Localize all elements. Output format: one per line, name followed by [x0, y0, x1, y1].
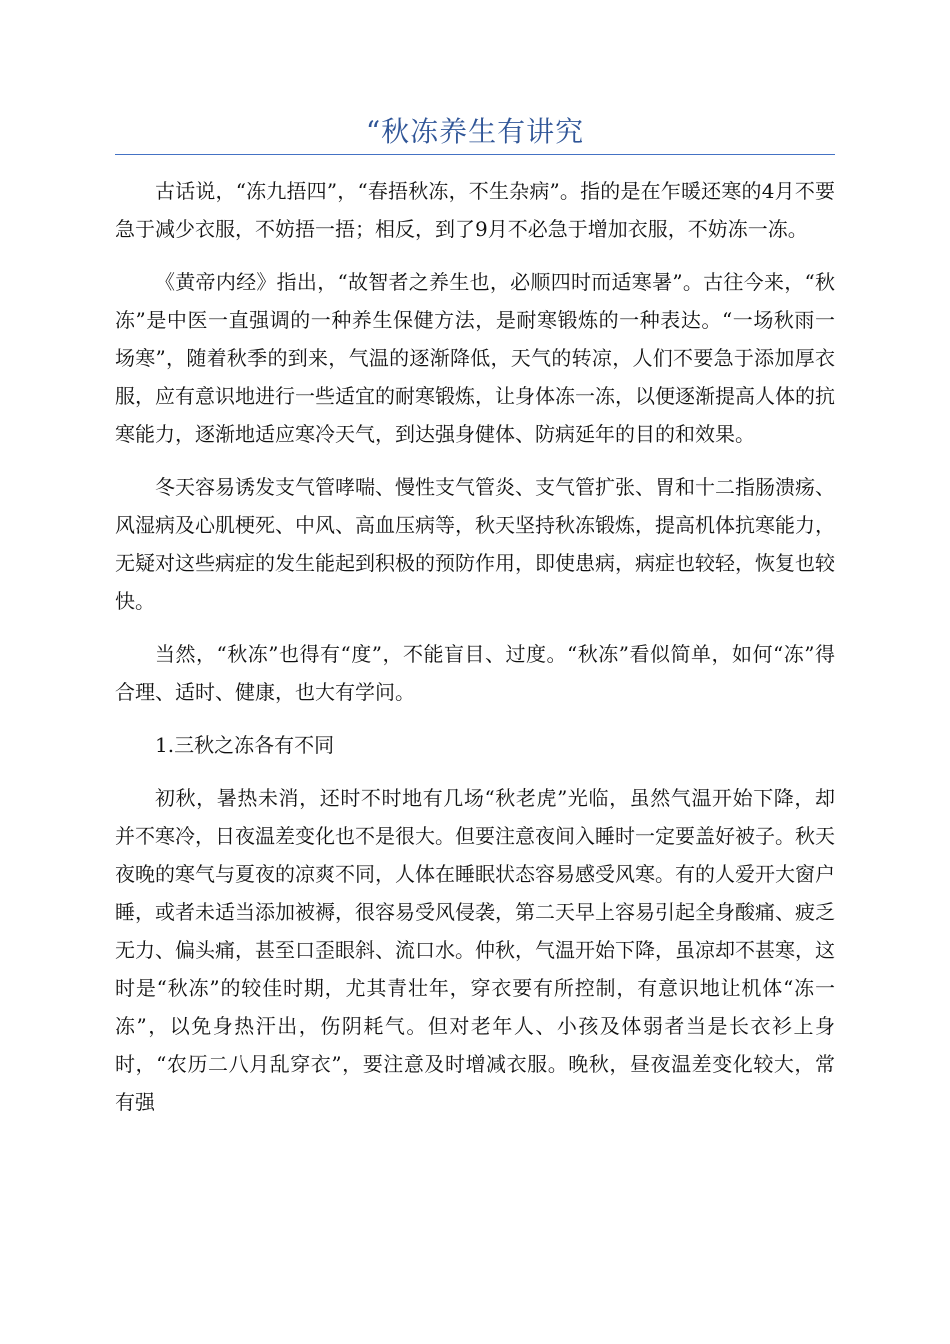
paragraph-1: 古话说，“冻九捂四”，“春捂秋冻，不生杂病”。指的是在乍暖还寒的4月不要急于减少衣服，不妨捂一捂；相反，到了9月不必急于增加衣服，不妨冻一冻。 [115, 179, 835, 241]
section-paragraph: 初秋，暑热未消，还时不时地有几场“秋老虎”光临，虽然气温开始下降，却并不寒冷，日夜温差变化也不是很大。但要注意夜间入睡时一定要盖好被子。秋天夜晚的寒气与夏夜的凉爽不同，人体在睡眠状态容易感受风寒。有的人爱开大窗户睡，或者未适当添加被褥，很容易受风侵袭，第二天早上容易引起全身酸痛、疲乏无力、偏头痛，甚至口歪眼斜、流口水。仲秋，气温开始下降，虽凉却不甚寒，这时是“秋冻”的较佳时期，尤其青壮年，穿衣要有所控制，有意识地让机体“冻一冻”，以免身热汗出，伤阴耗气。但对老年人、小孩及体弱者当是长衣衫上身时，“农历二八月乱穿衣”，要注意及时增减衣服。晚秋，昼夜温差变化较大，常有强 [115, 786, 835, 1114]
paragraph-4: 当然，“秋冻”也得有“度”，不能盲目、过度。“秋冻”看似简单，如何“冻”得合理、适时、健康，也大有学问。 [115, 642, 835, 704]
section-heading: 1.三秋之冻各有不同 [155, 733, 335, 757]
document-title: “秋冻养生有讲究 [365, 115, 585, 148]
document-body [115, 172, 835, 1136]
paragraph-3: 冬天容易诱发支气管哮喘、慢性支气管炎、支气管扩张、胃和十二指肠溃疡、风湿病及心肌梗死、中风、高血压病等，秋天坚持秋冻锻炼，提高机体抗寒能力，无疑对这些病症的发生能起到积极的预防作用，即使患病，病症也较轻，恢复也较快。 [115, 475, 835, 613]
paragraph-2: 《黄帝内经》指出，“故智者之养生也，必顺四时而适寒暑”。古往今来，“秋冻”是中医一直强调的一种养生保健方法，是耐寒锻炼的一种表达。“一场秋雨一场寒”，随着秋季的到来，气温的逐渐降低，天气的转凉，人们不要急于添加厚衣服，应有意识地进行一些适宜的耐寒锻炼，让身体冻一冻，以便逐渐提高人体的抗寒能力，逐渐地适应寒冷天气，到达强身健体、防病延年的目的和效果。 [115, 270, 835, 446]
title-underline [115, 154, 835, 155]
